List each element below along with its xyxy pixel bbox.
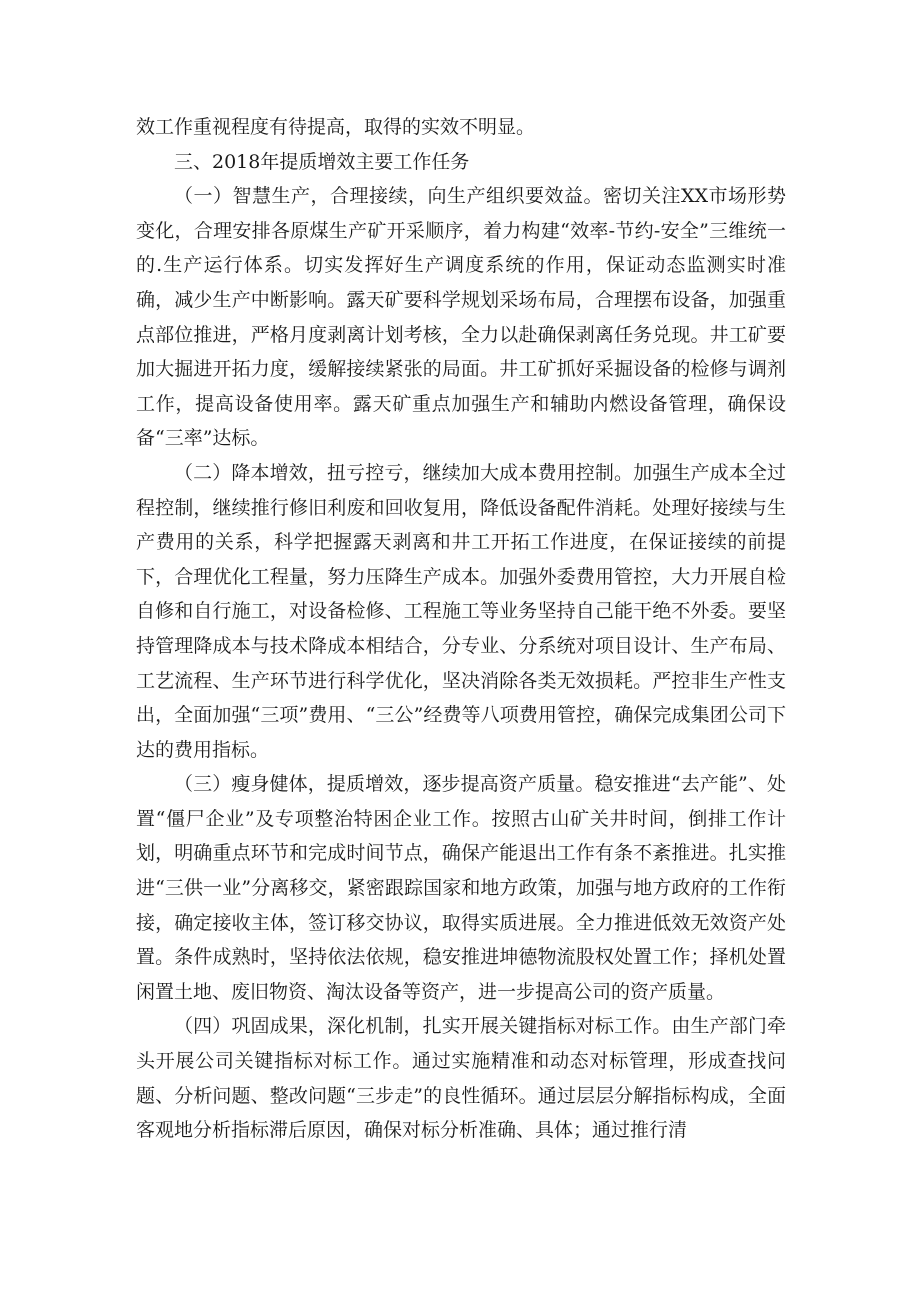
paragraph-benchmarking: （四）巩固成果，深化机制，扎实开展关键指标对标工作。由生产部门牵头开展公司关键指标对标工作。通过实施精准和动态对标管理，形成查找问题、分析问题、整改问题“三步走”的良性循环。通过层层分解指标构成，全面客观地分析指标滞后原因，确保对标分析准确、具体；通过推行清 xyxy=(136,1015,786,1142)
continuation-paragraph: 效工作重视程度有待提高，取得的实效不明显。 xyxy=(136,116,536,138)
document-body xyxy=(136,110,786,1148)
paragraph-cost-reduction: （二）降本增效，扭亏控亏，继续加大成本费用控制。加强生产成本全过程控制，继续推行修旧利废和回收复用，降低设备配件消耗。处理好接续与生产费用的关系，科学把握露天剥离和井工开拓工作进度，在保证接续的前提下，合理优化工程量，努力压降生产成本。加强外委费用管控，大力开展自检自修和自行施工，对设备检修、工程施工等业务坚持自己能干绝不外委。要坚持管理降成本与技术降成本相结合，分专业、分系统对项目设计、生产布局、工艺流程、生产环节进行科学优化，坚决消除各类无效损耗。严控非生产性支出，全面加强“三项”费用、“三公”经费等八项费用管控，确保完成集团公司下达的费用指标。 xyxy=(136,461,786,761)
section-heading: 三、2018年提质增效主要工作任务 xyxy=(174,150,470,173)
paragraph-asset-quality: （三）瘦身健体，提质增效，逐步提高资产质量。稳安推进“去产能”、处置“僵尸企业”及专项整治特困企业工作。按照古山矿关井时间，倒排工作计划，明确重点环节和完成时间节点，确保产能退出工作有条不紊推进。扎实推进“三供一业”分离移交，紧密跟踪国家和地方政策，加强与地方政府的工作衔接，确定接收主体，签订移交协议，取得实质进展。全力推进低效无效资产处置。条件成熟时，坚持依法依规，稳安推进坤德物流股权处置工作；择机处置闲置土地、废旧物资、淘汰设备等资产，进一步提高公司的资产质量。 xyxy=(136,773,786,1003)
paragraph-smart-production: （一）智慧生产，合理接续，向生产组织要效益。密切关注XX市场形势变化，合理安排各原煤生产矿开采顺序，着力构建“效率-节约-安全”三维统一的.生产运行体系。切实发挥好生产调度系统的作用，保证动态监测实时准确，减少生产中断影响。露天矿要科学规划采场布局，合理摆布设备，加强重点部位推进，严格月度剥离计划考核，全力以赴确保剥离任务兑现。井工矿要加大掘进开拓力度，缓解接续紧张的局面。井工矿抓好采掘设备的检修与调剂工作，提高设备使用率。露天矿重点加强生产和辅助内燃设备管理，确保设备“三率”达标。 xyxy=(136,185,786,450)
